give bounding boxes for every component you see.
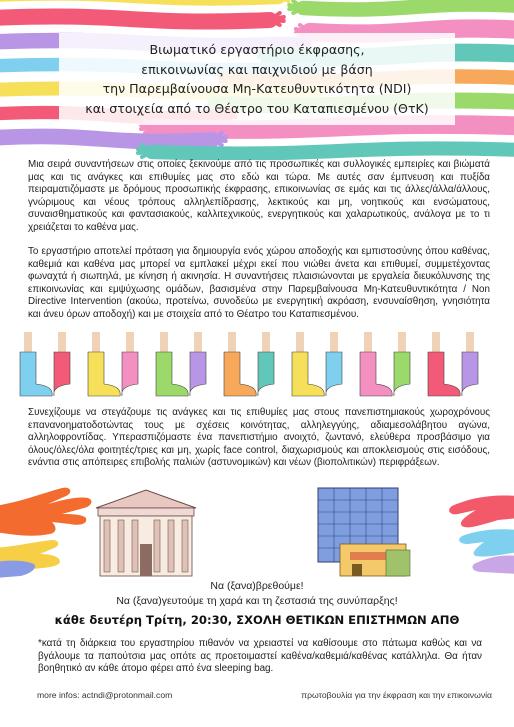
contact-email[interactable]: more infos: actndi@protonmail.com	[37, 690, 173, 700]
sock-icon	[462, 332, 478, 396]
arm-shape	[303, 4, 514, 9]
arm-shape	[0, 16, 270, 21]
right-hand-purple-icon	[472, 555, 514, 574]
right-hand-blue-icon	[459, 529, 514, 556]
classical-building-icon	[96, 490, 196, 576]
invite-line-2: Να (ξανα)γευτούμε τη χαρά και τη ζεστασιά της συνύπαρξης!	[116, 595, 398, 607]
note-paragraph: *κατά τη διάρκεια του εργαστηρίου πιθανόν να χρειαστεί να καθίσουμε στο πάτωμα καθώς και να βγάλουμε τα παπούτσια μας οπότε ας προετοιμαστεί καθένα/καθεμιά/καθένας κατάλληλα. Θα ήταν βοηθητικό αν κάθε άτομο φέρει από ένα sleeping bag.	[38, 638, 482, 675]
sock-icon	[428, 332, 460, 396]
invite-line-1: Να (ξανα)βρεθούμε!	[210, 580, 304, 592]
schedule-line: κάθε δευτέρη Τρίτη, 20:30, ΣΧΟΛΗ ΘΕΤΙΚΩΝ ΕΠΙΣΤΗΜΩΝ ΑΠΘ	[54, 613, 460, 627]
sock-icon	[394, 332, 410, 396]
title-box	[59, 33, 455, 125]
sock-icon	[156, 332, 188, 396]
buildings-illustration	[0, 484, 514, 578]
university-paragraph: Συνεχίζουμε να στεγάζουμε τις ανάγκες και τις επιθυμίες μας στους πανεπιστημιακούς χωροχρόνους επανανοηματοδοτώντας τους με σχέσεις κοινότητας, αλληλεγγύης, αδιαμεσολάβητου αγώνα, αλληλοφροντίδας. Υπερασπιζόμαστε ένα πανεπιστήμιο ανοιχτό, ζωντανό, ελεύθερα προσβάσιμο για όλους/όλες/όλα φοιτητές/τριες και μη, χωρίς face control, διαχωρισμούς και αποκλεισμούς στις εισόδους, ενάντια στις απόπειρες επιβολής παλιών (αστυνομικών) και νέων (βιοπολιτικών) περιφράξεων.	[28, 407, 490, 469]
title-line-4: και στοιχεία από το Θέατρο του Καταπιεσμένου (ΘτΚ)	[85, 100, 429, 116]
workshop-paragraph: Το εργαστήριο αποτελεί πρόταση για δημιουργία ενός χώρου αποδοχής και εμπιστοσύνης όπου καθένας, καθεμιά και καθένα μας μπορεί να εμπλακεί μέχρι εκεί που νιώθει άνετα και επιθυμεί, συμμετέχοντας φωναχτά ή σιωπηλά, με κίνηση ή ακινησία. Η συναντήσεις πλαισιώνονται με εργαλεία διευκόλυνσης της επικοινωνίας και εμψύχωσης ομάδων, βασισμένα στην Παρεμβαίνουσα Μη-Κατευθυντικότητα / Non Directive Intervention (ακούω, προτείνω, συνοδεύω με ενεργητική ακρόαση, ενσυναίσθηση, γνησιότητα και άνευ όρων αποδοχή) και με στοιχεία από το Θέατρο του Καταπιεσμένου.	[28, 246, 490, 320]
sock-icon	[20, 332, 52, 396]
buildings-artwork	[0, 484, 514, 578]
sock-icon	[292, 332, 324, 396]
sock-icon	[122, 332, 138, 396]
sock-icon	[190, 332, 206, 396]
intro-paragraph: Μια σειρά συναντήσεων στις οποίες ξεκινούμε από τις προσωπικές και συλλογικές εμπειρίες και βιώματά μας και τις ανάγκες και επιθυμίες μας στο εδώ και τώρα. Με αυτές σαν έμπνευση και πυξίδα πειραματιζόμαστε με δρόμους προσωπικής έκφρασης, επικοινωνίας σε εμάς και τις άλλες/άλλα/άλλους, γνώριμους και νέους τρόπους αλληλεπίδρασης, λεκτικούς και μη, νοητικούς και ενσώματους, συναισθηματικούς και φαντασιακούς, καλλιτεχνικούς, ενεργητικούς και χαλαρωτικούς, ανάλογα με το τι χρειάζεται το καθένα μας.	[28, 159, 490, 233]
arm-shape	[152, 148, 514, 153]
socks-artwork	[0, 330, 514, 404]
sock-icon	[258, 332, 274, 396]
modern-building-icon	[318, 488, 410, 576]
arm-shape	[0, 136, 212, 141]
title-line-1: Βιωματικό εργαστήριο έκφρασης,	[149, 42, 365, 57]
right-hand-red-icon	[449, 495, 514, 527]
left-hand-blue-icon	[0, 561, 35, 578]
sock-icon	[326, 332, 342, 396]
footer-tagline: πρωτοβουλία για την έκφραση και την επικοινωνία	[301, 690, 492, 700]
sock-icon	[88, 332, 120, 396]
arm-shape	[155, 124, 514, 129]
sock-icon	[54, 332, 70, 396]
title-line-2: επικοινωνίας και παιχνιδιού με βάση	[141, 61, 373, 77]
sock-icon	[360, 332, 392, 396]
socks-illustration	[0, 330, 514, 404]
left-hand-icon	[0, 488, 91, 536]
title-line-3: την Παρεμβαίνουσα Μη-Κατευθυντικότητα (NDI)	[102, 81, 412, 96]
sock-icon	[224, 332, 256, 396]
